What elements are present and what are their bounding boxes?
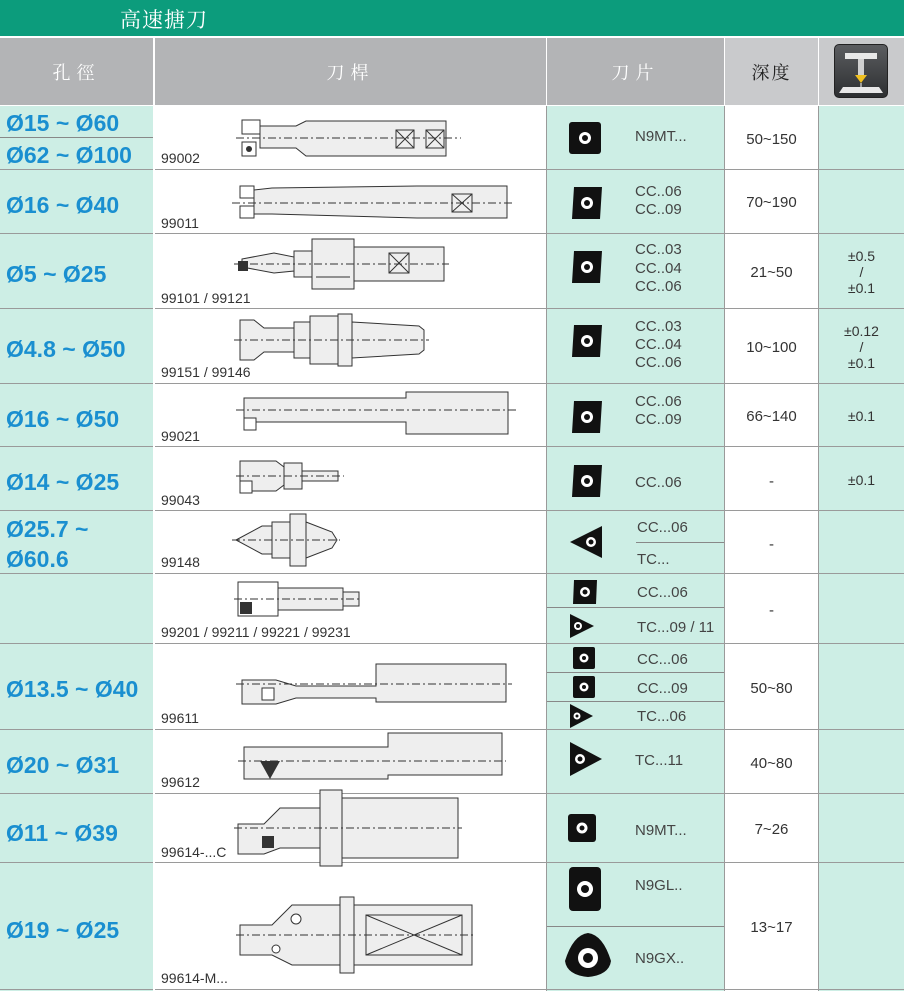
tolerance-separator: / [859, 264, 864, 280]
row-divider [0, 729, 904, 730]
depth-value: 66~140 [746, 408, 797, 425]
insert-grade: TC...11 [635, 752, 684, 769]
countersink-holder-drawing [232, 512, 342, 574]
row-divider [0, 446, 904, 447]
insert-grade: TC...09 / 11 [637, 619, 715, 636]
holder-code: 99151 / 99146 [161, 364, 251, 380]
column-divider [153, 106, 155, 991]
row-divider [0, 510, 904, 511]
depth-value: 7~26 [754, 821, 789, 838]
insert-divider [547, 926, 724, 927]
row-divider [0, 573, 904, 574]
row-divider [0, 308, 904, 309]
boring-bar-drawing [232, 180, 512, 230]
diameter-range: Ø5 ~ Ø25 [6, 261, 107, 287]
diameter-divider [0, 137, 153, 138]
holder-code: 99148 [161, 554, 200, 570]
tolerance-value: ±0.1 [847, 472, 876, 488]
diameter-range: Ø14 ~ Ø25 [6, 469, 120, 495]
insert-grade: CC..04 [635, 260, 682, 277]
insert-divider [547, 607, 724, 608]
bt-holder-drawing [234, 312, 434, 372]
insert-grade: N9MT... [635, 128, 687, 145]
holder-code: 99021 [161, 428, 200, 444]
insert-grade: CC..06 [635, 278, 682, 295]
holder-code: 99612 [161, 774, 200, 790]
insert-grade: CC...06 [637, 651, 688, 668]
boring-bar-drawing [236, 660, 516, 710]
holder-code: 99101 / 99121 [161, 290, 251, 306]
row-divider [0, 989, 904, 990]
depth-value: - [769, 536, 774, 553]
insert-grade: TC... [637, 551, 670, 568]
holder-code: 99611 [161, 710, 199, 726]
modular-boring-head-drawing [236, 895, 476, 975]
insert-grade: CC...06 [637, 519, 688, 536]
insert-grade: N9MT... [635, 822, 687, 839]
tolerance-value: ±0.5 [847, 248, 876, 264]
diameter-range: Ø16 ~ Ø50 [6, 406, 120, 432]
header-depth: 深度 [725, 38, 818, 105]
short-boring-head-drawing [236, 455, 346, 500]
tolerance-column [819, 106, 904, 991]
diameter-range: Ø15 ~ Ø60 [6, 110, 120, 136]
insert-grade: CC..04 [635, 336, 682, 353]
diameter-range: Ø4.8 ~ Ø50 [6, 336, 126, 362]
header-holder: 刀桿 [155, 38, 546, 105]
modular-boring-head-drawing [234, 788, 464, 868]
page-title: 高速搪刀 [120, 8, 208, 32]
insert-grade: CC...06 [637, 584, 688, 601]
insert-grade: TC...06 [637, 708, 687, 725]
depth-value: 21~50 [750, 264, 793, 281]
holder-code: 99002 [161, 150, 200, 166]
insert-divider [547, 672, 724, 673]
cartridge-drawing [234, 580, 364, 620]
diameter-range: Ø20 ~ Ø31 [6, 752, 120, 778]
tolerance-value: ±0.1 [847, 408, 876, 424]
depth-value: - [769, 602, 774, 619]
depth-value: 13~17 [750, 919, 793, 936]
diameter-range: Ø25.7 ~ [6, 516, 89, 542]
depth-value: - [769, 473, 774, 490]
diameter-range: Ø60.6 [6, 546, 69, 572]
row-divider [0, 643, 904, 644]
boring-bar-drawing [236, 392, 516, 437]
insert-grade: CC..03 [635, 241, 682, 258]
boring-bar-drawing [238, 731, 508, 786]
insert-grade: CC..06 [635, 354, 682, 371]
tolerance-value: ±0.1 [847, 355, 876, 371]
holder-code: 99011 [161, 215, 199, 231]
column-divider [818, 106, 819, 991]
column-divider [546, 106, 547, 991]
diameter-range: Ø62 ~ Ø100 [6, 142, 132, 168]
header-insert: 刀片 [547, 38, 724, 105]
insert-grade: CC..03 [635, 318, 682, 335]
depth-value: 50~80 [750, 680, 793, 697]
insert-grade: CC...09 [637, 680, 688, 697]
depth-value: 50~150 [746, 131, 797, 148]
insert-grade: CC..06 [635, 393, 682, 410]
holder-code: 99201 / 99211 / 99221 / 99231 [161, 624, 351, 640]
header-diameter: 孔徑 [0, 38, 153, 105]
depth-value: 10~100 [746, 339, 797, 356]
row-divider [0, 233, 904, 234]
insert-grade: CC..06 [635, 474, 682, 491]
holder-code: 99043 [161, 492, 200, 508]
insert-divider [547, 701, 724, 702]
holder-code: 99614-...C [161, 844, 227, 860]
diameter-range: Ø13.5 ~ Ø40 [6, 676, 139, 702]
boring-bar-drawing [236, 116, 466, 166]
insert-grade: N9GX.. [635, 950, 685, 967]
insert-grade: N9GL.. [635, 877, 683, 894]
insert-grade: CC..09 [635, 201, 682, 218]
diameter-range: Ø16 ~ Ø40 [6, 192, 120, 218]
adjustable-boring-head-drawing [234, 237, 454, 297]
insert-grade: CC..06 [635, 183, 682, 200]
row-divider [0, 383, 904, 384]
depth-value: 40~80 [750, 755, 793, 772]
tolerance-value: ±0.12 [844, 323, 879, 339]
insert-grade: CC..09 [635, 411, 682, 428]
insert-divider [636, 542, 724, 543]
holder-code: 99614-M... [161, 970, 228, 986]
row-divider [0, 169, 904, 170]
diameter-range: Ø11 ~ Ø39 [6, 820, 118, 846]
height-setting-gauge-icon [834, 44, 888, 98]
tolerance-separator: / [859, 339, 864, 355]
depth-value: 70~190 [746, 194, 797, 211]
diameter-range: Ø19 ~ Ø25 [6, 917, 120, 943]
tolerance-value: ±0.1 [847, 280, 876, 296]
